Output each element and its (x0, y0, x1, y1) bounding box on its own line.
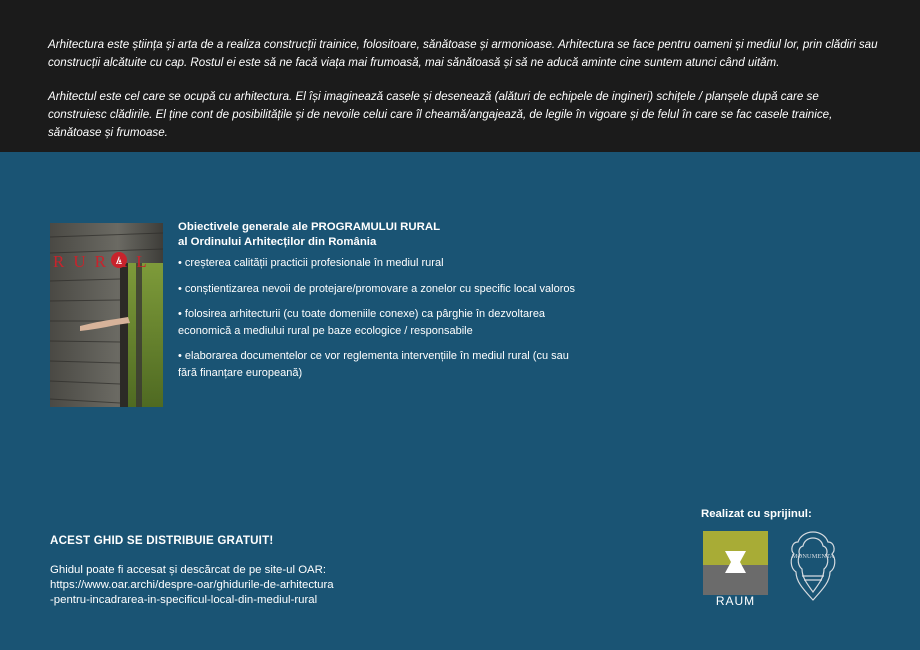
intro-paragraph-architecture: Arhitectura este știința și arta de a realiza construcții trainice, folositoare, sănătoase și armonioase. Arhitectura se face pentru oameni și mediul lor, prin clădiri sau construcții alcătuite cu cap. Rostul ei este să ne facă viața mai frumoasă, mai sănătoasă și să ne aducă aminte cine suntem atunci când uităm. (48, 38, 878, 69)
download-info (50, 563, 470, 608)
objective-item: • creșterea calității practicii profesionale în mediul rural (178, 257, 444, 269)
rural-cover-image (50, 223, 163, 407)
cover-title: RURAL (53, 252, 156, 271)
program-objectives (178, 220, 588, 390)
objective-item: • folosirea arhitecturii (cu toate domeniile conexe) ca pârghie în dezvoltarea economică a mediului rural pe baze ecologice / responsabile (178, 308, 546, 337)
download-link-line2[interactable]: -pentru-incadrarea-in-specificul-local-din-mediul-rural (50, 594, 318, 606)
support-label: Realizat cu sprijinul: (701, 508, 812, 520)
objective-item: • elaborarea documentelor ce vor reglementa intervențiile în mediul rural (cu sau fără finanțare europeană) (178, 350, 569, 379)
free-distribution-headline: ACEST GHID SE DISTRIBUIE GRATUIT! (50, 534, 274, 547)
monumenta-logo (786, 528, 840, 604)
raum-logo (703, 531, 768, 606)
intro-band (0, 0, 920, 152)
objectives-title (178, 220, 588, 250)
download-link-line1[interactable]: https://www.oar.archi/despre-oar/ghidurile-de-arhitectura (50, 579, 334, 591)
objectives-title-line1: Obiectivele generale ale PROGRAMULUI RURAL (178, 221, 441, 233)
objectives-title-line2: al Ordinului Arhitecților din România (178, 236, 377, 248)
raum-logo-text: RAUM (715, 594, 756, 606)
intro-paragraph-architect: Arhitectul este cel care se ocupă cu arhitectura. El își imaginează casele și desenează (alături de echipele de ingineri) schițele / planșele după care se construiesc clădirile. El ține cont de posibilitățile și de nevoile celui care îl cheamă/angajează, de legile în vigoare și de felul în care se fac casele trainice, sănătoase și frumoase. (48, 90, 833, 139)
monumenta-logo-text: MONUMENTA (791, 553, 835, 560)
objective-item: • conștientizarea nevoii de protejare/promovare a zonelor cu specific local valoros (178, 282, 575, 295)
download-intro-text: Ghidul poate fi accesat și descărcat de pe site-ul OAR: (50, 564, 327, 576)
